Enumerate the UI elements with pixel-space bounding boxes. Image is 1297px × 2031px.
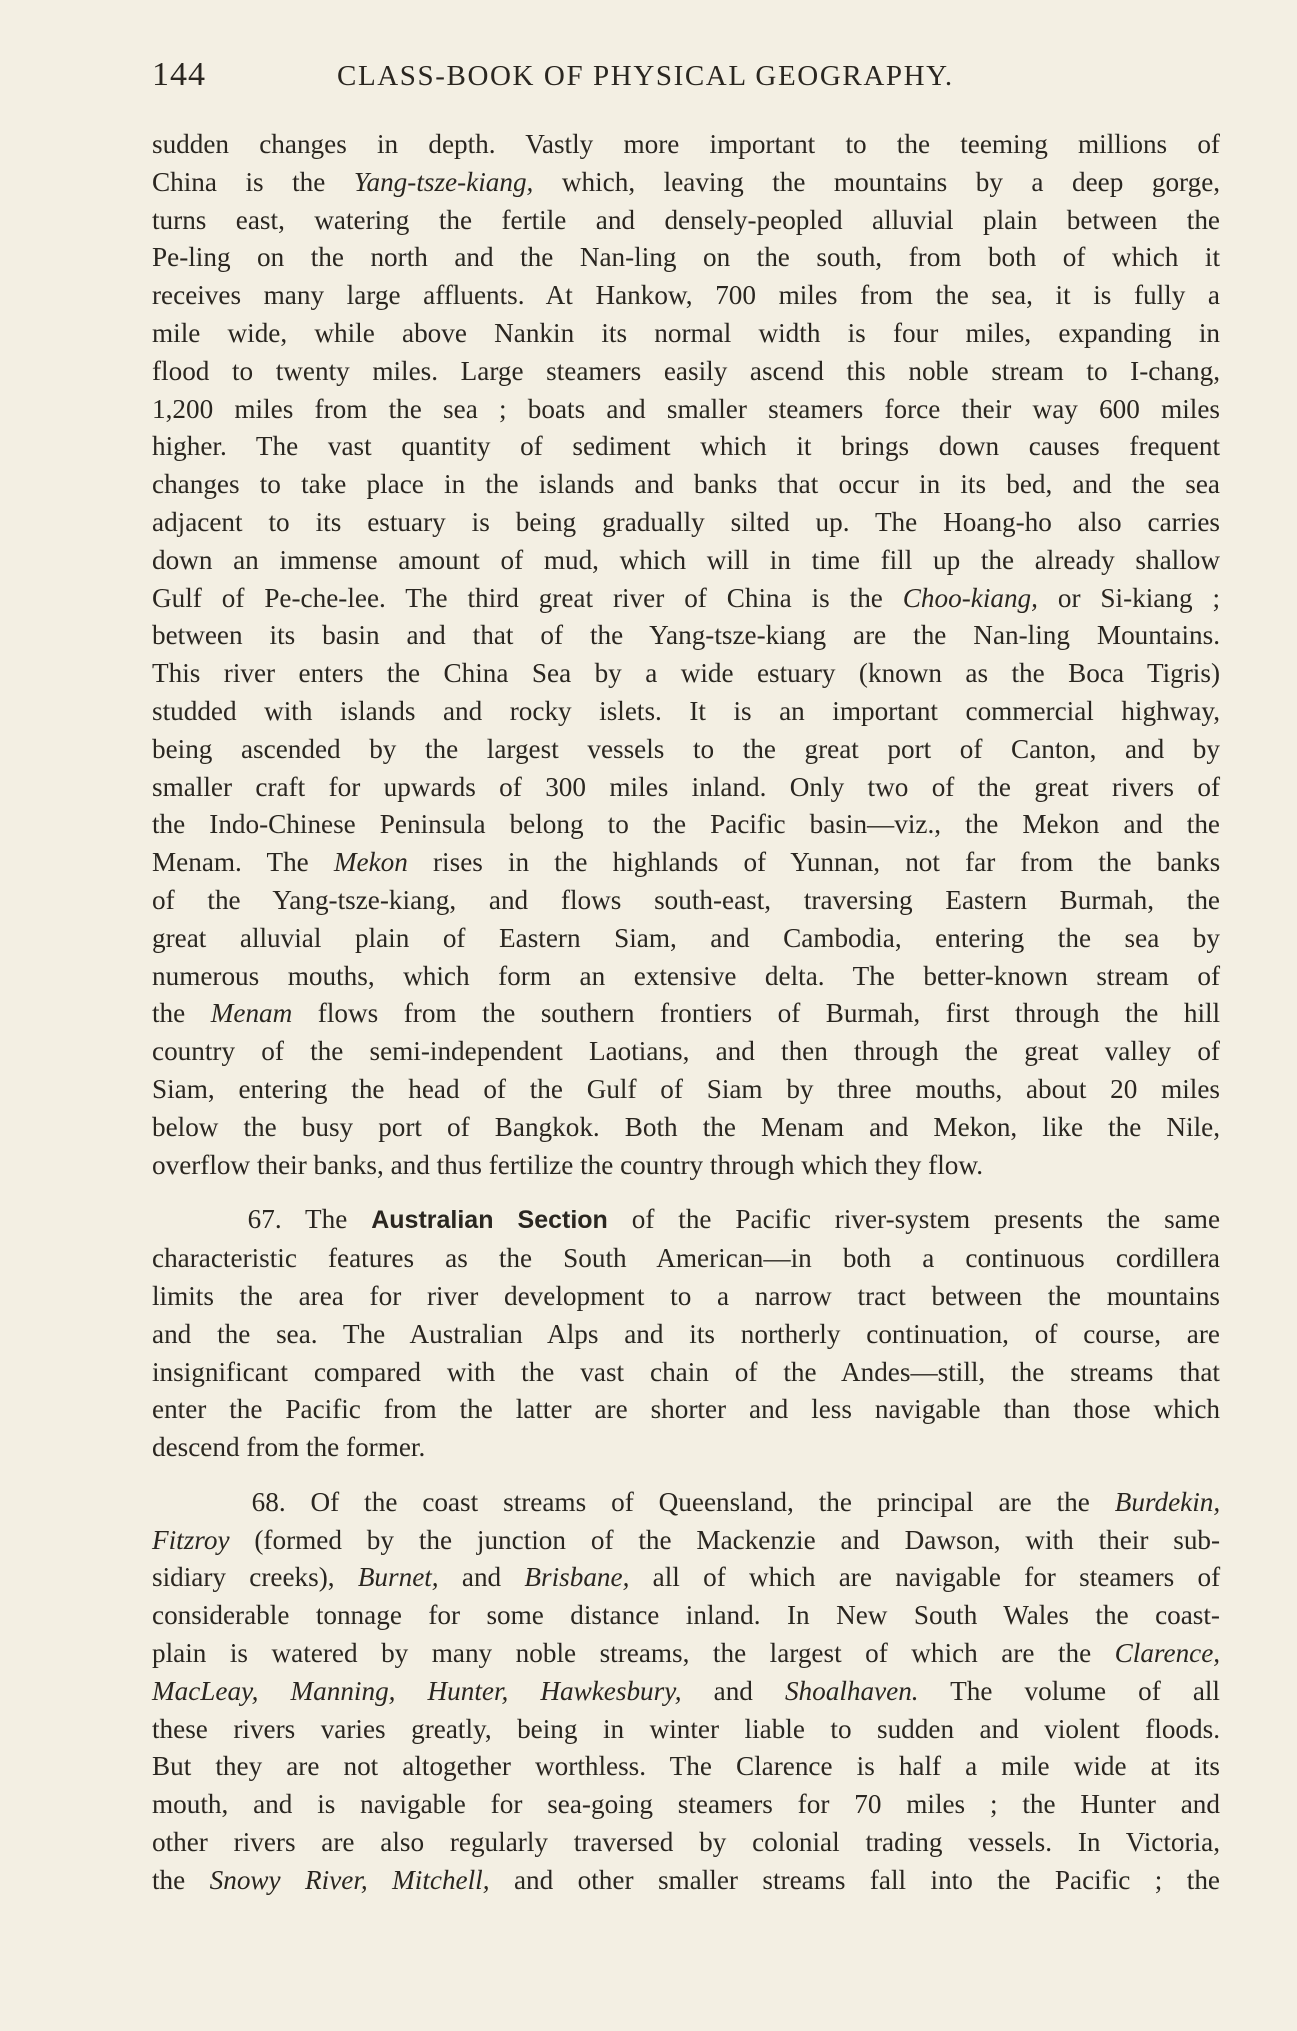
text-line: mile wide, while above Nankin its normal width is four miles, expanding in [152, 317, 1220, 348]
section-title: Australian Section [371, 1206, 608, 1235]
text-line: below the busy port of Bangkok. Both the Menam and Mekon, like the Nile, [152, 1111, 1220, 1142]
text-line: the Indo-Chinese Peninsula belong to the Pacific basin—viz., the Mekon and the [152, 809, 1220, 840]
river-name: Hawkesbury, [540, 1675, 682, 1706]
text-line: the Menam flows from the southern frontiers of Burmah, first through the hill [152, 998, 1221, 1029]
text-line: country of the semi-independent Laotians, and then through the great valley of [152, 1036, 1220, 1067]
text-line: Siam, entering the head of the Gulf of Siam by three mouths, about 20 miles [152, 1073, 1220, 1104]
text-line: descend from the former. [152, 1432, 426, 1463]
text-line: Menam. The Mekon rises in the highlands of Yunnan, not far from the banks [152, 847, 1221, 878]
river-name: Hunter, [427, 1675, 509, 1706]
text-line: the Snowy River, Mitchell, and other smaller streams fall into the Pacific ; the [152, 1864, 1220, 1895]
paragraph-68 [152, 1484, 1220, 1900]
running-head [152, 56, 1222, 100]
paragraph-67 [152, 1201, 1220, 1467]
text-line: turns east, watering the fertile and densely-peopled alluvial plain between the [152, 204, 1220, 235]
river-name: Burnet, [357, 1562, 439, 1593]
paragraph-lead: The [305, 1204, 348, 1235]
text-line: studded with islands and rocky islets. It is an important commercial highway, [152, 695, 1220, 726]
text-line: 1,200 miles from the sea ; boats and smaller steamers force their way 600 miles [152, 393, 1220, 424]
river-name: Mekon [333, 847, 408, 878]
text-line: higher. The vast quantity of sediment which it brings down causes frequent [152, 431, 1220, 462]
river-name: Fitzroy [152, 1524, 230, 1555]
text-line: enter the Pacific from the latter are shorter and less navigable than those which [152, 1394, 1220, 1425]
text-line: of the Yang-tsze-kiang, and flows south-east, traversing Eastern Burmah, the [152, 884, 1220, 915]
text-line: Fitzroy (formed by the junction of the Mackenzie and Dawson, with their sub- [152, 1524, 1221, 1555]
river-name: Burdekin, [1114, 1486, 1221, 1517]
paragraph-number: 67. [247, 1204, 282, 1235]
text-line: considerable tonnage for some distance inland. In New South Wales the coast- [152, 1600, 1220, 1631]
text-line: between its basin and that of the Yang-tsze-kiang are the Nan-ling Mountains. [152, 620, 1220, 651]
text-line: numerous mouths, which form an extensive delta. The better-known stream of [152, 960, 1220, 991]
text-line: China is the Yang-tsze-kiang, which, leaving the mountains by a deep gorge, [152, 166, 1221, 197]
body-text [152, 126, 1220, 1900]
text-line: smaller craft for upwards of 300 miles inland. Only two of the great rivers of [152, 771, 1220, 802]
text-line: sudden changes in depth. Vastly more important to the teeming millions of [152, 129, 1220, 159]
text-line: This river enters the China Sea by a wide estuary (known as the Boca Tigris) [152, 658, 1220, 689]
river-name: Menam [210, 998, 293, 1029]
text-line: mouth, and is navigable for sea-going steamers for 70 miles ; the Hunter and [152, 1789, 1220, 1820]
text-line: insignificant compared with the vast chain of the Andes—still, the streams that [152, 1356, 1220, 1387]
text-line: these rivers varies greatly, being in winter liable to sudden and violent floods. [152, 1713, 1220, 1744]
text-line: Gulf of Pe-che-lee. The third great river of China is the Choo-kiang, or Si-kiang ; [152, 582, 1221, 613]
river-name: Yang-tsze-kiang, [353, 166, 534, 197]
text-line: down an immense amount of mud, which will in time fill up the already shallow [152, 544, 1220, 575]
page-number: 144 [152, 56, 206, 93]
text-line: receives many large affluents. At Hankow, 700 miles from the sea, it is fully a [152, 280, 1220, 311]
text-line: overflow their banks, and thus fertilize the country through which they flow. [152, 1149, 984, 1180]
text-line: being ascended by the largest vessels to the great port of Canton, and by [152, 733, 1220, 764]
river-name: Choo-kiang, [902, 582, 1038, 613]
paragraph-number: 68. [251, 1486, 286, 1517]
text-line: and the sea. The Australian Alps and its northerly continuation, of course, are [152, 1318, 1220, 1349]
text-line: limits the area for river development to a narrow tract between the mountains [152, 1280, 1220, 1311]
text-line: MacLeay, Manning, Hunter, Hawkesbury, and Shoalhaven. The volume of all [152, 1675, 1220, 1706]
text-line: flood to twenty miles. Large steamers easily ascend this noble stream to I-chang, [152, 355, 1220, 386]
river-name: Brisbane, [524, 1562, 630, 1593]
text-fragment: of the Pacific river-system presents the same [631, 1204, 1221, 1235]
river-name: Manning, [290, 1675, 396, 1706]
river-name: River, [305, 1864, 368, 1895]
text-line: sidiary creeks), Burnet, and Brisbane, all of which are navigable for steamers of [152, 1562, 1221, 1593]
text-line [152, 1484, 1220, 1522]
text-line: Pe-ling on the north and the Nan-ling on the south, from both of which it [152, 242, 1220, 273]
text-line [152, 1201, 1220, 1240]
paragraph-china-rivers [152, 126, 1220, 1184]
river-name: Snowy [209, 1864, 281, 1895]
text-line: plain is watered by many noble streams, the largest of which are the Clarence, [152, 1638, 1221, 1669]
text-line: great alluvial plain of Eastern Siam, and Cambodia, entering the sea by [152, 922, 1220, 953]
text-line: changes to take place in the islands and banks that occur in its bed, and the sea [152, 469, 1220, 500]
text-line: characteristic features as the South American—in both a continuous cordillera [152, 1243, 1220, 1274]
text-fragment: Of the coast streams of Queensland, the principal are the Burdekin, [310, 1486, 1221, 1517]
river-name: Mitchell, [392, 1864, 490, 1895]
river-name: Clarence, [1114, 1638, 1221, 1669]
river-name: Shoalhaven. [784, 1675, 919, 1706]
text-line: other rivers are also regularly traversed by colonial trading vessels. In Victoria, [152, 1827, 1220, 1858]
text-line: But they are not altogether worthless. The Clarence is half a mile wide at its [152, 1751, 1220, 1782]
text-line: adjacent to its estuary is being gradually silted up. The Hoang-ho also carries [152, 506, 1220, 537]
running-title: CLASS-BOOK OF PHYSICAL GEOGRAPHY. [337, 60, 954, 92]
river-name: MacLeay, [152, 1675, 259, 1706]
